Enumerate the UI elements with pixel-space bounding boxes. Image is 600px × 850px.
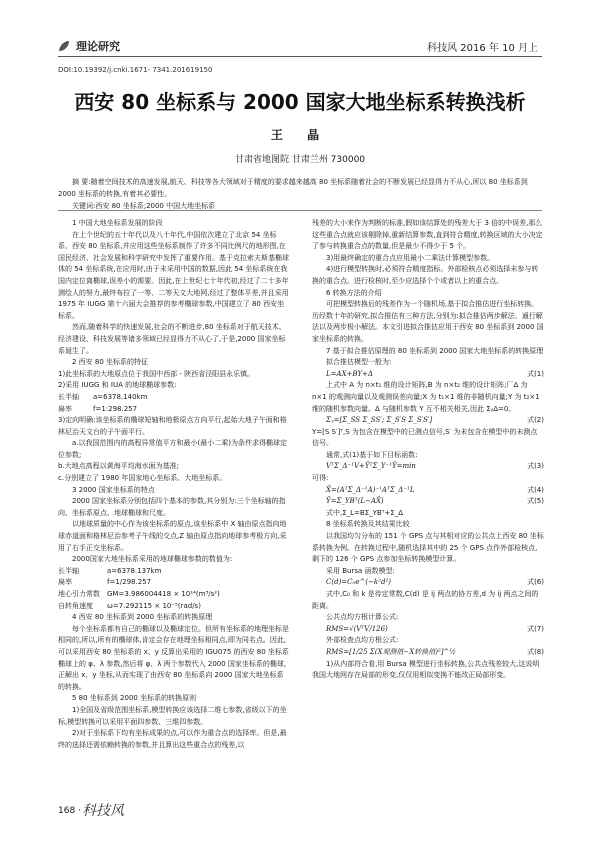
section-label: 理论研究: [76, 40, 120, 53]
journal-issue: 科技风 2016 年 10 月上: [427, 43, 538, 54]
paragraph: 扁率 f=1:298.257: [58, 404, 138, 413]
leaf-logo-icon: [58, 40, 70, 52]
equation-3: VᵀΣ_Δ⁻¹V+ŶᵀΣ_Y⁻¹Ŷ=min 式(3): [326, 462, 544, 471]
paragraph: 采用 Bursa 函数模型:: [326, 566, 395, 575]
body-column-left: [58, 218, 290, 751]
equation-5-note: 式中,Σ_L=BΣ_YBᵀ+Σ_Δ: [326, 508, 403, 517]
equation-6-note: 式中,C₀ 和 k 是待定常数,C(d) 是 ij 两点的协方差,d 为 ij 两点之间的距离。: [312, 590, 539, 610]
equation-1: L=AX+BY+Δ 式(1): [326, 369, 544, 378]
paragraph: Y=[S S′]ᵀ,S 为包含在模型中的已测点信号,S′ 为未包含在模型中的未测点信号。: [312, 427, 538, 448]
page-number: 168 ·: [58, 806, 81, 816]
equation-8: RMS=[1/25 Σ(X观测值−X转换值)²]^½ 式(8): [326, 647, 544, 656]
paragraph: 4)进行模型转换时,必须符合精度指标。外部检核点必须选择未参与转换的重合点。进行检核时,至少应选择个个或者以上的重合点。: [312, 265, 539, 285]
body-column-right: [312, 218, 544, 682]
journal-mark: 科技风: [82, 803, 124, 819]
equation-8-label: 外部检查点均方根公式:: [326, 636, 399, 645]
paragraph: 地心引力常数 GM=3.986004418 × 10¹⁴(m³/s²): [58, 590, 220, 598]
section-heading: 1 中国大地坐标系发展的阶段: [72, 219, 163, 227]
paragraph: 以地球质量的中心作为该坐标系的原点,该坐标系中 X 轴由原点指向地球赤道面和格林尼治参考子午线的交点,Z 轴由原点指向地球参考极方向,采用了右手正交坐标系。: [58, 520, 287, 552]
header-divider: [58, 56, 542, 57]
paragraph: c.分别建立了 1980 年国家地心坐标系、大地坐标系。: [58, 474, 227, 483]
paragraph: 1)全国及省级范围坐标系,模型转换应该选择二维七参数,省级以下的坐标,模型转换可以采用平面四参数、三维四参数。: [58, 705, 287, 726]
paragraph: a.以我国范围内的高程异常值平方和最小(最小二乘)为条件求得椭球定位参数;: [58, 439, 287, 459]
equation-6: C(d)=C₀e^(−k²d²) 式(6): [326, 578, 544, 587]
conclusion-paragraph: 1)从内部符合看,用 Bursa 模型进行坐标转换,公共点残差较大,这说明我国大地网存在局部的形变,仅仅用相似变换不能改正局部形变。: [312, 659, 540, 680]
section-heading: 8 坐标系转换及其结果比较: [326, 520, 410, 529]
section-heading: 2 西安 80 坐标系的特征: [72, 358, 149, 367]
section-heading: 6 转换方法的介绍: [326, 288, 382, 297]
paragraph: 3)用最终确定的重合点应用最小二乘法计算模型参数。: [326, 253, 495, 262]
paragraph: 长半轴 a=6378.137km: [58, 566, 162, 575]
paragraph: 以我国均匀分布的 151 个 GPS 点与其相对应的公共点上西安 80 坐标系转换为例。在转换过程中,随机选择其中的 25 个 GPS 点作外部检核点,剩下的 126 个 GPS 点参加坐标转换模型计算。: [312, 532, 544, 564]
equation-7-label: 公共点均方根计算公式:: [326, 613, 399, 622]
author: 王 晶: [270, 128, 330, 142]
abstract: [58, 176, 542, 212]
page-header: [0, 0, 600, 64]
equation-4: X̂=(AᵀΣ_Δ⁻¹A)⁻¹AᵀΣ_Δ⁻¹L 式(4): [326, 485, 544, 494]
paragraph: 可把模型转换后的残差作为一个随机场,基于拟合推估进行坐标转换。历经数十年的研究,拟合推估有三种方法,分别为:拟合推估两步解法、通行解法以及两步极小解法。本文引进拟合推估应用于西安 80 坐标系到 2000 国家坐标系的转换。: [312, 300, 544, 343]
paragraph: 1)此坐标系的大地原点位于我国中西部 - 陕西省泾阳县永乐镇。: [58, 369, 255, 378]
paragraph: 拟合推估模型一般为:: [326, 358, 392, 367]
paragraph: 每个坐标系都有自己的椭球以及椭球定位。但所有坐标系的地理坐标是相同的,所以,所有的椭球体,肯定会存在地理坐标相同点,即为同名点。因此,可以采用西安 80 坐标系的 x、y 反算出采用的 IGU075 的西安 80 坐标系椭球上的 φ、λ 参数,然后将 φ、λ 两个参数代入 2000 国家坐标系的椭球,正解出 x、y 坐标,从而实现了由西安 80 坐标系向 2000 国家大地坐标系的转换。: [58, 624, 289, 691]
paragraph: 上式中 A 为 n×t₁ 维的设计矩阵,B 为 n×t₂ 维的设计矩阵;厂Δ 为 n×1 的观测向量以及观测误差向量;X 为 t₁×1 维的非随机向量;Y 为 t₂×1 维的随机参数向量。Δ 与随机参数 Y 互不相关相关,因此 ΣᵧΔ=0。: [312, 381, 540, 413]
paragraph: 自转角速度 ω=7.292115 × 10⁻⁵(rad/s): [58, 601, 201, 610]
paragraph: 长半轴 a=6378.140km: [58, 392, 148, 401]
paper-title: 西安 80 坐标系与 2000 国家大地坐标系转换浅析: [74, 90, 526, 114]
paragraph: 扁率 f=1/298.257: [58, 578, 152, 587]
paragraph: 残差的大小来作为判断的标准,假如该结算处的残差大于 3 倍的中误差,那么这些重合点就应该剔除掉,重新结算参数,直到符合精度,转换区域的大小决定了参与转换重合点的数量,但是最少不得少于 5 个。: [312, 219, 543, 251]
paragraph: b.大地点高程以黄海平均海水面为基准;: [58, 462, 180, 471]
section-heading: 3 2000 国家坐标系的特点: [72, 485, 155, 494]
section-heading: 5 80 坐标系到 2000 坐标系的转换原则: [72, 694, 197, 703]
affiliation: 甘肃省地图院 甘肃兰州 730000: [234, 155, 366, 165]
section-heading: 7 基于拟合推估原理的 80 坐标系到 2000 国家大地坐标系的转换原理: [326, 346, 544, 355]
paragraph: 2000国家大地坐标系采用的地球椭球参数的数值为:: [72, 555, 233, 564]
paragraph: 通常,式(1)基于如下目标函数:: [326, 450, 418, 459]
section-heading: 4 西安 80 坐标系到 2000 坐标系的转换原理: [72, 613, 213, 622]
equation-3-label: 可得:: [312, 474, 329, 483]
abstract-text: 摘 要:随着空间技术的高速发展,航天、科技等各大领域对于精度的要求越来越高 80 坐标系随着社会的不断发展已经显得力不从心,所以 80 坐标系到 2000 坐标系的转换,有着其必要性。: [58, 178, 528, 198]
abstract-divider: [58, 210, 542, 211]
equation-2: Σᵧ=[Σ_SS Σ_SS′; Σ_S′S Σ_S′S′] 式(2): [326, 416, 544, 425]
paragraph: 然而,随着科学的快速发展,社会的不断进步,80 坐标系对于航天技术、经济建设、科技发展等诸多领域已经显得力不从心了,于是,2000 国家坐标系诞生了。: [58, 323, 286, 355]
paragraph: 2000 国家坐标系分别包括四个基本的参数,其分别为:三个坐标轴的指向、坐标系原点、地球椭球和尺度。: [58, 497, 286, 517]
equation-7: RMS=√(VᵀV/126) 式(7): [326, 624, 544, 633]
paragraph: 在上个世纪的五十年代以及八十年代,中国依次建立了北京 54 坐标系、西安 80 坐标系,并应用这些坐标系制作了许多不同比例尺的地形图,在国民经济、社会发展和科学研究中发挥了重要作用。基于克拉索夫斯基椭球体的 54 坐标系统,在应用时,由于未采用中国的数据,因此 54 坐标系统在我国内定位离椭球,误差小的需要。因此,在上世纪七十年代初,经过了二十多年测绘人的努力,最终布拉了一等、二等天文大地网,经过了整体平差,并且采用 1975 年 IUGG 第十六届大会推荐的参考椭球参数,中国建立了 80 西安坐标系。: [58, 230, 289, 320]
paragraph: 2)采用 IUGG 和 IUA 的地球椭球参数:: [58, 381, 177, 390]
keywords: 关键词:西安 80 坐标系;2000 中国大地坐标系: [72, 202, 216, 210]
paragraph: 2)对于坐标系下均有坐标成果的点,可以作为重合点的选择库。但是,最终的选择还需依赖转换的参数,并且算出这些重合点的残差,以: [58, 729, 287, 749]
doi: DOI:10.19392/j.cnki.1671- 7341.201619150: [58, 66, 213, 74]
equation-5: Ŷ=Σ_YBᵀ(L−AX̂) 式(5): [326, 497, 544, 506]
paragraph: 3)定向明确:该坐标系的椭球短轴和地极原点方向平行,起始大地子午面和格林尼治天文台的子午面平行。: [58, 416, 287, 436]
